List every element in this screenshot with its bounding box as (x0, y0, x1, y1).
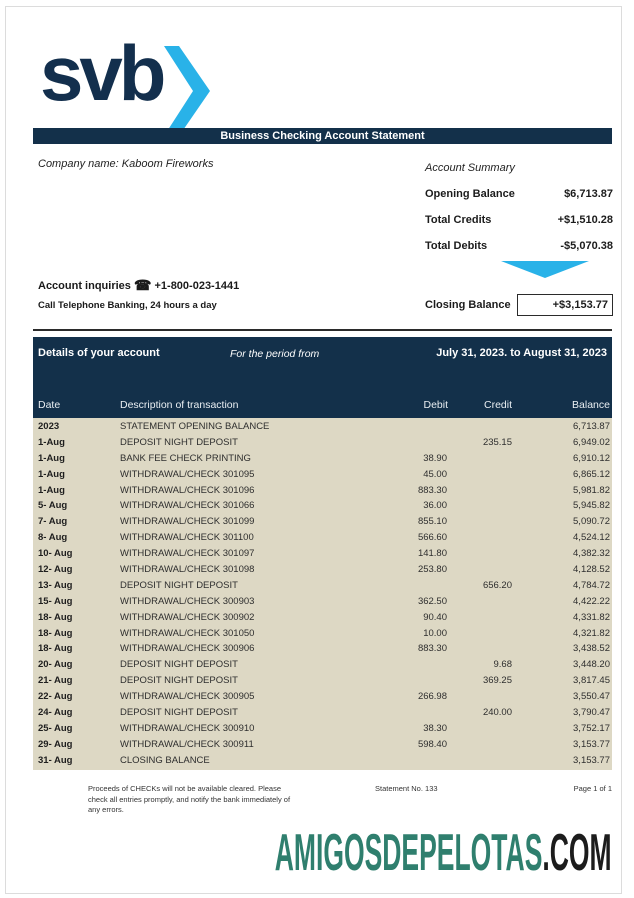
cell-description: WITHDRAWAL/CHECK 301095 (120, 468, 255, 480)
statement-title-bar: Business Checking Account Statement (33, 128, 612, 144)
account-inquiries-label: Account inquiries (38, 280, 131, 292)
cell-debit: 566.60 (417, 532, 447, 544)
telephone-banking-line: Call Telephone Banking, 24 hours a day (38, 300, 217, 311)
cell-debit: 855.10 (417, 516, 447, 528)
cell-description: WITHDRAWAL/CHECK 300910 (120, 722, 255, 734)
cell-description: WITHDRAWAL/CHECK 301050 (120, 627, 255, 639)
table-row (33, 689, 612, 705)
cell-date: 31- Aug (38, 754, 73, 766)
total-debits-row (425, 240, 613, 252)
cell-balance: 3,752.17 (573, 722, 610, 734)
cell-description: WITHDRAWAL/CHECK 300902 (120, 611, 255, 623)
cell-description: WITHDRAWAL/CHECK 301096 (120, 484, 255, 496)
cell-date: 5- Aug (38, 500, 68, 512)
table-row (33, 753, 612, 769)
details-title: Details of your account (38, 347, 160, 359)
cell-balance: 3,817.45 (573, 675, 610, 687)
cell-date: 18- Aug (38, 643, 73, 655)
cell-date: 18- Aug (38, 627, 73, 639)
svb-logo-text: svb (40, 29, 163, 117)
cell-balance: 3,153.77 (573, 754, 610, 766)
cell-date: 1-Aug (38, 436, 65, 448)
cell-balance: 3,438.52 (573, 643, 610, 655)
cell-description: DEPOSIT NIGHT DEPOSIT (120, 659, 238, 671)
cell-balance: 4,422.22 (573, 595, 610, 607)
cell-credit: 369.25 (482, 675, 512, 687)
cell-balance: 4,784.72 (573, 579, 610, 591)
cell-balance: 4,524.12 (573, 532, 610, 544)
cell-balance: 6,713.87 (573, 421, 610, 432)
cell-credit: 235.15 (482, 436, 512, 448)
cell-balance: 5,981.82 (573, 484, 610, 496)
cell-description: WITHDRAWAL/CHECK 301098 (120, 564, 255, 576)
site-watermark (275, 824, 612, 882)
watermark-suffix: .COM (542, 824, 612, 882)
table-row (33, 641, 612, 657)
cell-description: WITHDRAWAL/CHECK 301097 (120, 548, 255, 560)
cell-description: WITHDRAWAL/CHECK 300906 (120, 643, 255, 655)
table-row (33, 451, 612, 467)
cell-debit: 253.80 (417, 564, 447, 576)
table-row (33, 657, 612, 673)
cell-debit: 598.40 (417, 738, 447, 750)
cell-description: BANK FEE CHECK PRINTING (120, 452, 251, 464)
cell-description: DEPOSIT NIGHT DEPOSIT (120, 436, 238, 448)
period-value: July 31, 2023. to August 31, 2023 (436, 347, 607, 359)
cell-description: STATEMENT OPENING BALANCE (120, 421, 270, 432)
column-header-debit: Debit (423, 399, 448, 411)
column-header-credit: Credit (483, 399, 512, 411)
table-row (33, 546, 612, 562)
account-inquiries-phone: +1-800-023-1441 (154, 280, 240, 292)
total-debits-label: Total Debits (425, 240, 488, 252)
table-row (33, 562, 612, 578)
cell-balance: 5,090.72 (573, 516, 610, 528)
column-header-description: Description of transaction (120, 399, 239, 411)
cell-date: 20- Aug (38, 659, 73, 671)
cell-credit: 9.68 (493, 659, 512, 671)
table-row (33, 721, 612, 737)
cell-date: 24- Aug (38, 707, 73, 719)
cell-date: 25- Aug (38, 722, 73, 734)
footer-statement-number: Statement No. 133 (375, 784, 438, 793)
table-row (33, 594, 612, 610)
cell-debit: 38.90 (423, 452, 447, 464)
cell-description: WITHDRAWAL/CHECK 301099 (120, 516, 255, 528)
cell-date: 22- Aug (38, 691, 73, 703)
cell-description: WITHDRAWAL/CHECK 301100 (120, 532, 254, 544)
cell-debit: 141.80 (417, 548, 447, 560)
cell-balance: 6,949.02 (573, 436, 610, 448)
cell-date: 18- Aug (38, 611, 73, 623)
cell-description: WITHDRAWAL/CHECK 301066 (120, 500, 255, 512)
cell-debit: 90.40 (423, 611, 447, 623)
cell-debit: 883.30 (417, 643, 447, 655)
cell-debit: 266.98 (417, 691, 447, 703)
table-row (33, 705, 612, 721)
cell-description: WITHDRAWAL/CHECK 300911 (120, 738, 254, 750)
closing-balance-label: Closing Balance (425, 299, 511, 311)
table-row (33, 578, 612, 594)
cell-balance: 3,153.77 (573, 738, 610, 750)
transactions-table (33, 418, 612, 770)
table-row (33, 626, 612, 642)
cell-debit: 10.00 (423, 627, 447, 639)
cell-description: WITHDRAWAL/CHECK 300905 (120, 691, 255, 703)
cell-description: CLOSING BALANCE (120, 754, 210, 766)
cell-credit: 240.00 (482, 707, 512, 719)
table-row (33, 467, 612, 483)
cell-date: 8- Aug (38, 532, 68, 544)
cell-description: DEPOSIT NIGHT DEPOSIT (120, 707, 238, 719)
cell-date: 1-Aug (38, 484, 65, 496)
cell-date: 13- Aug (38, 579, 73, 591)
opening-balance-row (425, 188, 613, 200)
table-row (33, 673, 612, 689)
chevron-right-icon (164, 46, 210, 141)
divider-line (33, 329, 612, 331)
watermark-main: AMIGOSDEPELOTAS (275, 824, 543, 882)
cell-balance: 3,790.47 (573, 707, 610, 719)
down-arrow-icon (501, 261, 589, 278)
closing-balance-value: +$3,153.77 (517, 294, 613, 316)
cell-date: 29- Aug (38, 738, 73, 750)
cell-debit: 362.50 (417, 595, 447, 607)
table-row (33, 610, 612, 626)
cell-date: 1-Aug (38, 468, 65, 480)
cell-balance: 6,910.12 (573, 452, 610, 464)
cell-date: 12- Aug (38, 564, 73, 576)
table-row (33, 419, 612, 435)
total-credits-label: Total Credits (425, 214, 492, 226)
cell-balance: 4,382.32 (573, 548, 610, 560)
cell-balance: 3,550.47 (573, 691, 610, 703)
account-inquiries-line (38, 277, 239, 294)
company-name: Company name: Kaboom Fireworks (38, 158, 214, 170)
column-header-date: Date (38, 399, 61, 411)
total-debits-value: -$5,070.38 (560, 240, 613, 252)
cell-debit: 36.00 (423, 500, 447, 512)
cell-date: 1-Aug (38, 452, 65, 464)
cell-balance: 5,945.82 (573, 500, 610, 512)
cell-description: WITHDRAWAL/CHECK 300903 (120, 595, 255, 607)
phone-icon: ☎ (133, 277, 152, 293)
table-row (33, 498, 612, 514)
cell-balance: 4,128.52 (573, 564, 610, 576)
cell-debit: 883.30 (417, 484, 447, 496)
period-label: For the period from (230, 348, 320, 360)
cell-balance: 3,448.20 (573, 659, 610, 671)
cell-date: 7- Aug (38, 516, 68, 528)
total-credits-row (425, 214, 613, 226)
account-summary-heading: Account Summary (425, 162, 515, 174)
table-row (33, 435, 612, 451)
footer-disclaimer: Proceeds of CHECKs will not be available cleared. Please check all entries promptly, and notify the bank immediately of any errors. (88, 784, 291, 814)
opening-balance-label: Opening Balance (425, 188, 515, 200)
details-header (33, 337, 612, 418)
column-header-balance: Balance (572, 399, 610, 411)
cell-balance: 4,331.82 (573, 611, 610, 623)
cell-date: 10- Aug (38, 548, 73, 560)
cell-debit: 45.00 (423, 468, 447, 480)
table-row (33, 530, 612, 546)
cell-description: DEPOSIT NIGHT DEPOSIT (120, 579, 238, 591)
cell-description: DEPOSIT NIGHT DEPOSIT (120, 675, 238, 687)
footer-page-number: Page 1 of 1 (573, 784, 612, 793)
total-credits-value: +$1,510.28 (557, 214, 613, 226)
cell-balance: 6,865.12 (573, 468, 610, 480)
opening-balance-value: $6,713.87 (564, 188, 613, 200)
cell-credit: 656.20 (482, 579, 512, 591)
table-row (33, 483, 612, 499)
table-row (33, 514, 612, 530)
cell-balance: 4,321.82 (573, 627, 610, 639)
table-row (33, 737, 612, 753)
cell-date: 15- Aug (38, 595, 73, 607)
cell-date: 21- Aug (38, 675, 73, 687)
cell-debit: 38.30 (423, 722, 447, 734)
cell-date: 2023 (38, 421, 60, 432)
